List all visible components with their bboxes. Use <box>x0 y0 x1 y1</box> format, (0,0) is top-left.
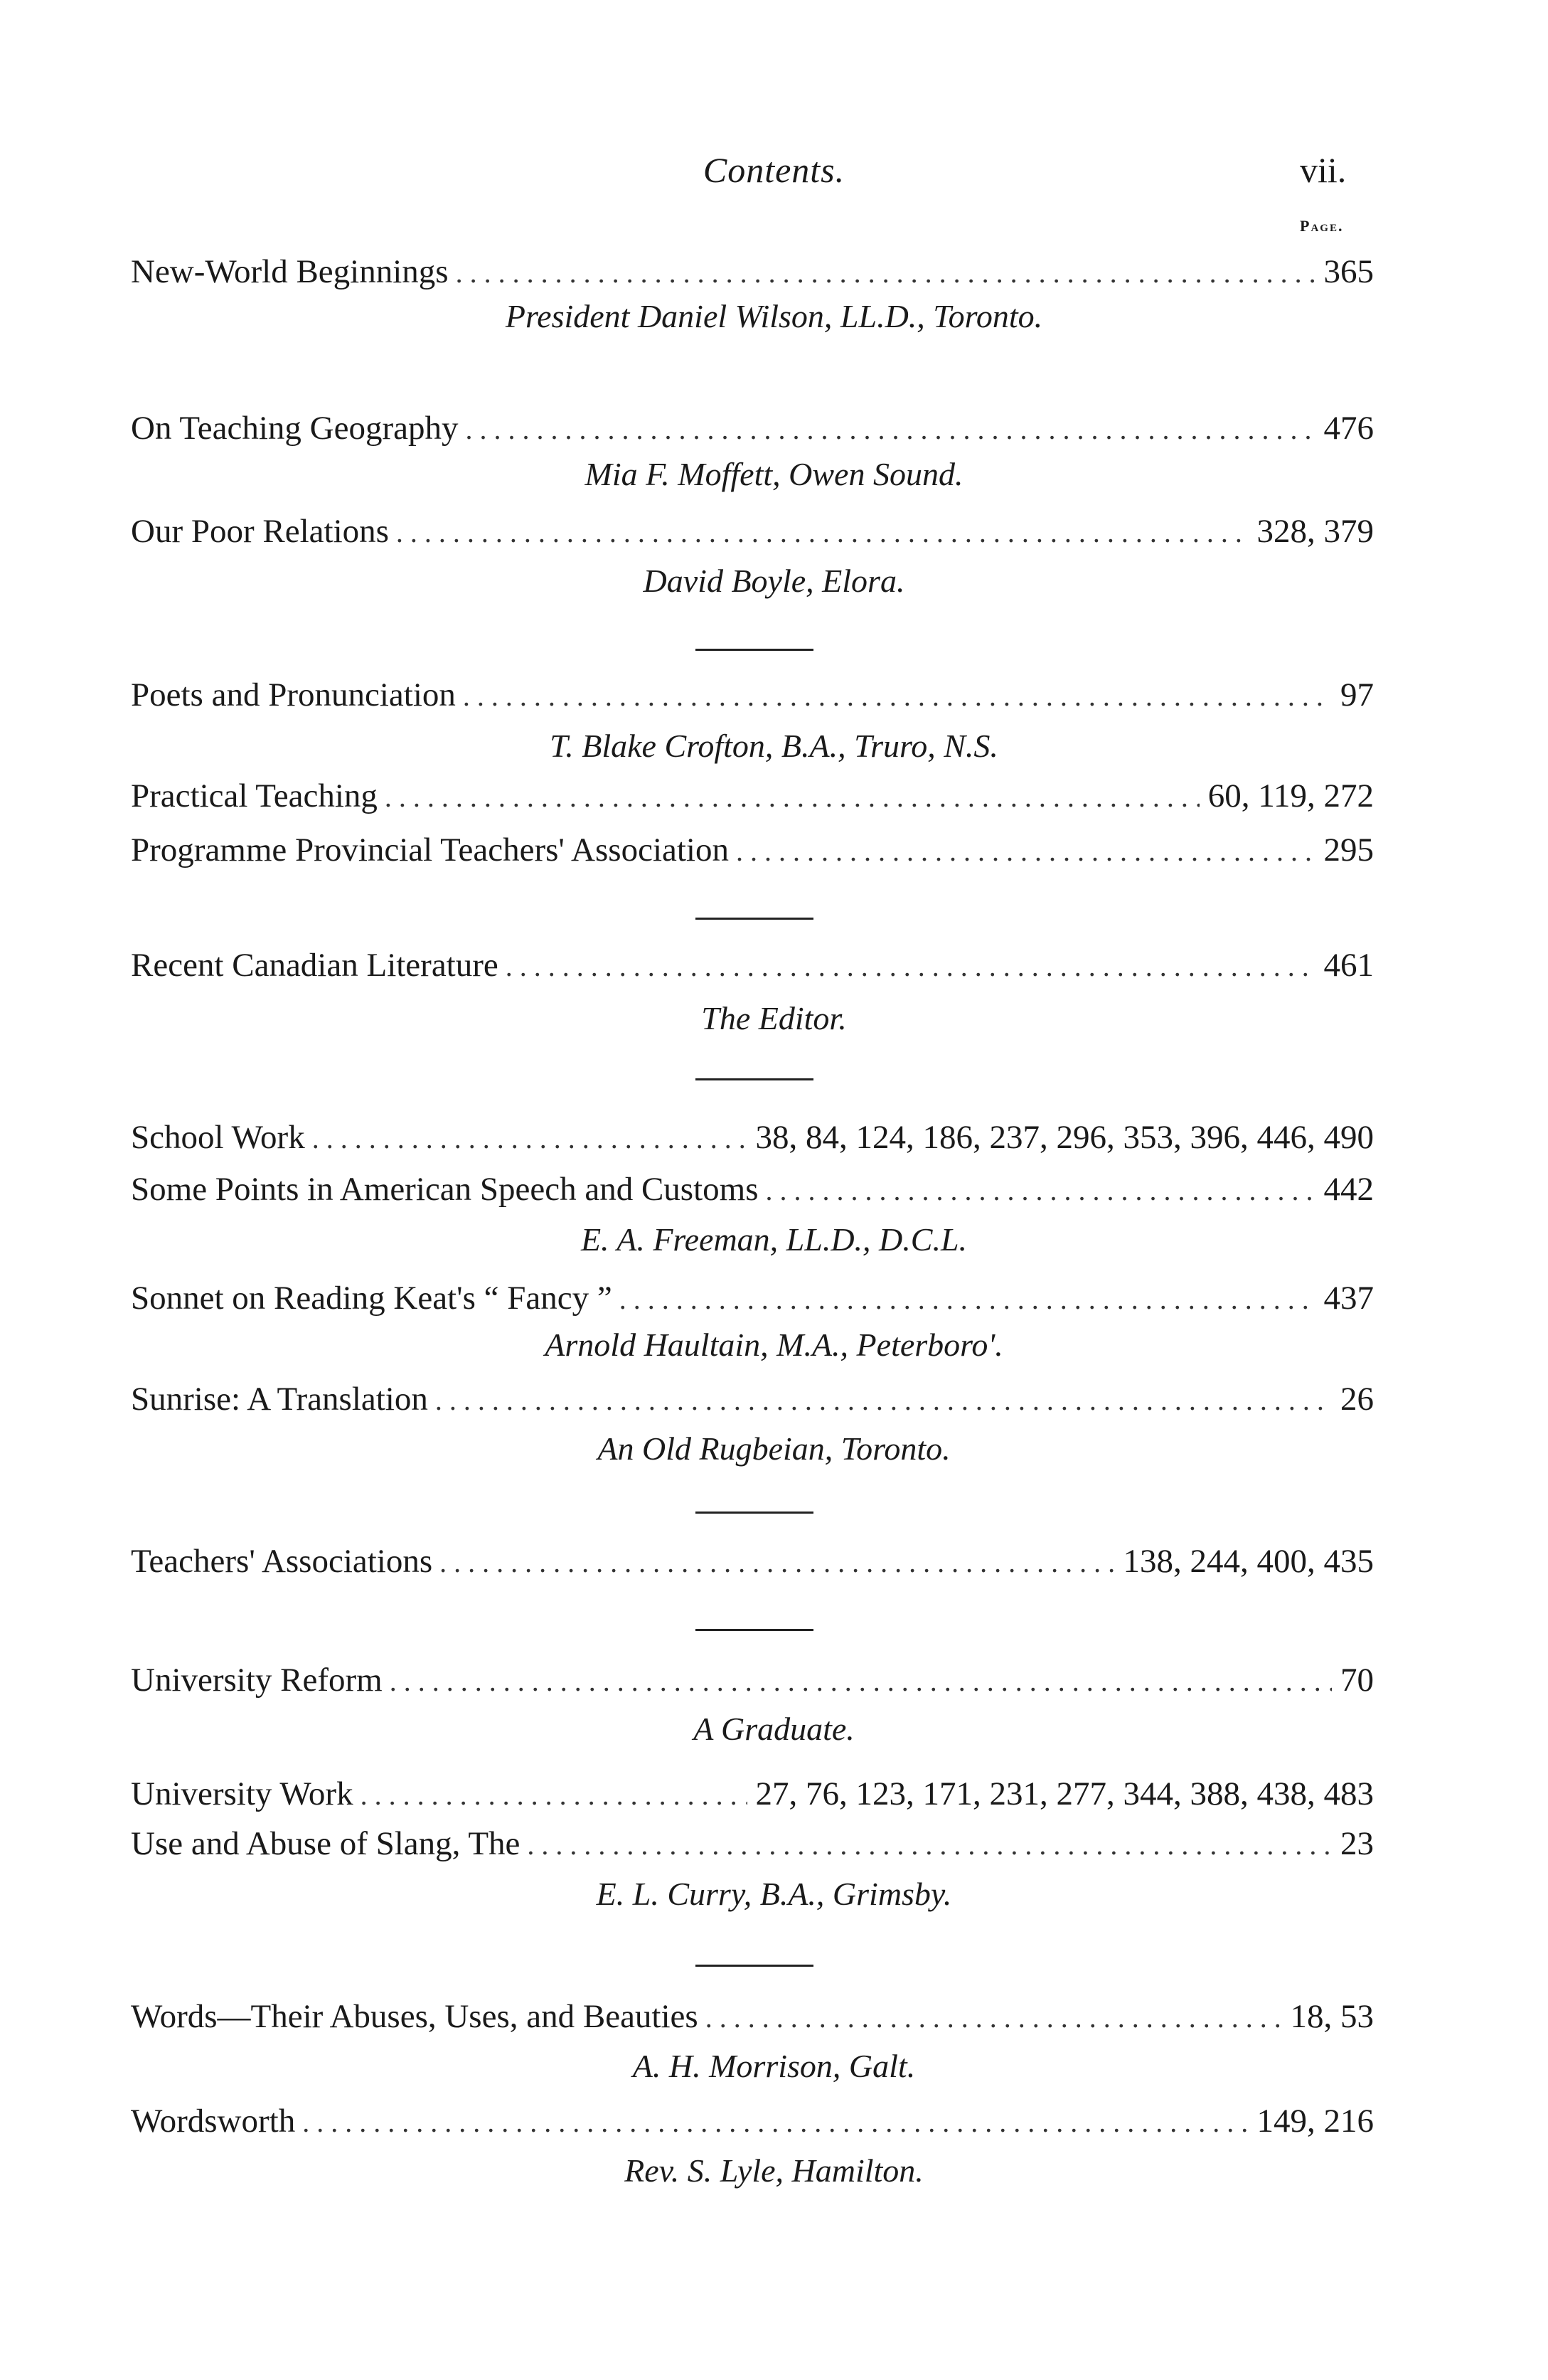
dot-leader <box>396 516 1249 549</box>
entry-title: On Teaching Geography <box>131 410 459 447</box>
dot-leader <box>302 2105 1248 2139</box>
entry-pages: 461 <box>1323 947 1374 984</box>
entry-pages: 60, 119, 272 <box>1207 777 1374 814</box>
entry-author: T. Blake Crofton, B.A., Truro, N.S. <box>550 728 998 764</box>
entry-title: Practical Teaching <box>131 777 378 814</box>
dot-leader <box>705 2001 1282 2034</box>
entry-title: Sunrise: A Translation <box>131 1381 428 1418</box>
toc-entry <box>131 253 1374 291</box>
entry-title: New-World Beginnings <box>131 253 449 290</box>
entry-pages: 23 <box>1340 1825 1374 1862</box>
entry-title: Some Points in American Speech and Customs <box>131 1171 759 1208</box>
entry-pages: 328, 379 <box>1256 513 1374 550</box>
dot-leader <box>361 1778 747 1812</box>
dot-leader <box>456 256 1315 289</box>
entry-pages: 365 <box>1323 253 1374 290</box>
entry-pages: 27, 76, 123, 171, 231, 277, 344, 388, 438, 483 <box>755 1775 1374 1812</box>
entry-author: A. H. Morrison, Galt. <box>632 2048 916 2084</box>
toc-entry <box>131 1380 1374 1418</box>
entry-author: The Editor. <box>701 1000 847 1036</box>
entry-pages: 26 <box>1340 1381 1374 1418</box>
entry-author: David Boyle, Elora. <box>643 563 905 599</box>
toc-entry <box>131 1170 1374 1208</box>
entry-title: Our Poor Relations <box>131 513 389 550</box>
entry-author: Arnold Haultain, M.A., Peterboro'. <box>545 1327 1003 1363</box>
toc-entry <box>131 1824 1374 1863</box>
dot-leader <box>619 1282 1315 1316</box>
entry-author: Mia F. Moffett, Owen Sound. <box>584 456 964 492</box>
dot-leader <box>435 1383 1332 1417</box>
toc-entry <box>131 831 1374 869</box>
dot-leader <box>312 1122 747 1155</box>
toc-entry <box>131 1279 1374 1317</box>
entry-pages: 442 <box>1323 1171 1374 1208</box>
toc-entry <box>131 946 1374 984</box>
section-rule <box>695 1078 813 1080</box>
section-rule <box>695 649 813 651</box>
entry-title: Poets and Pronunciation <box>131 676 456 713</box>
dot-leader <box>465 413 1315 446</box>
section-rule <box>695 1512 813 1514</box>
entry-title: Teachers' Associations <box>131 1543 433 1580</box>
toc-entry <box>131 1997 1374 2036</box>
entry-author: E. A. Freeman, LL.D., D.C.L. <box>580 1221 968 1258</box>
section-rule <box>695 1965 813 1967</box>
entry-author: Rev. S. Lyle, Hamilton. <box>624 2152 924 2189</box>
entry-title: Sonnet on Reading Keat's “ Fancy ” <box>131 1280 612 1317</box>
dot-leader <box>463 679 1332 713</box>
toc-entry <box>131 1118 1374 1157</box>
toc-entry <box>131 676 1374 714</box>
toc-entry <box>131 409 1374 447</box>
dot-leader <box>390 1664 1332 1698</box>
entry-author: An Old Rugbeian, Toronto. <box>597 1430 951 1467</box>
section-rule <box>695 918 813 920</box>
entry-pages: 18, 53 <box>1290 1998 1374 2035</box>
dot-leader <box>506 950 1315 983</box>
toc-entry <box>131 2102 1374 2140</box>
entry-pages: 295 <box>1323 832 1374 868</box>
entry-pages: 149, 216 <box>1256 2103 1374 2140</box>
entry-pages: 138, 244, 400, 435 <box>1123 1543 1374 1580</box>
entry-title: University Work <box>131 1775 353 1812</box>
section-rule <box>695 1629 813 1631</box>
entry-pages: 476 <box>1323 410 1374 447</box>
entry-title: Programme Provincial Teachers' Association <box>131 832 729 868</box>
page-number: vii. <box>1300 150 1347 190</box>
dot-leader <box>766 1174 1315 1207</box>
entry-title: School Work <box>131 1119 305 1156</box>
dot-leader <box>527 1828 1332 1861</box>
page-title: Contents. <box>703 150 845 190</box>
entry-pages: 38, 84, 124, 186, 237, 296, 353, 396, 446, 490 <box>755 1119 1374 1156</box>
dot-leader <box>736 834 1315 868</box>
toc-entry <box>131 1775 1374 1813</box>
toc-entry <box>131 777 1374 815</box>
entry-author: President Daniel Wilson, LL.D., Toronto. <box>505 298 1043 334</box>
toc-entry <box>131 512 1374 551</box>
entry-author: A Graduate. <box>693 1711 855 1747</box>
entry-title: Use and Abuse of Slang, The <box>131 1825 521 1862</box>
toc-entry <box>131 1661 1374 1699</box>
entry-title: University Reform <box>131 1662 383 1699</box>
entry-pages: 70 <box>1340 1662 1374 1699</box>
page-column-label: Page. <box>1300 217 1344 235</box>
dot-leader <box>385 780 1200 814</box>
entry-title: Words—Their Abuses, Uses, and Beauties <box>131 1998 698 2035</box>
entry-title: Recent Canadian Literature <box>131 947 498 984</box>
entry-pages: 437 <box>1323 1280 1374 1317</box>
entry-pages: 97 <box>1340 676 1374 713</box>
dot-leader <box>439 1546 1114 1579</box>
toc-entry <box>131 1542 1374 1581</box>
entry-author: E. L. Curry, B.A., Grimsby. <box>596 1876 952 1912</box>
entry-title: Wordsworth <box>131 2103 296 2140</box>
